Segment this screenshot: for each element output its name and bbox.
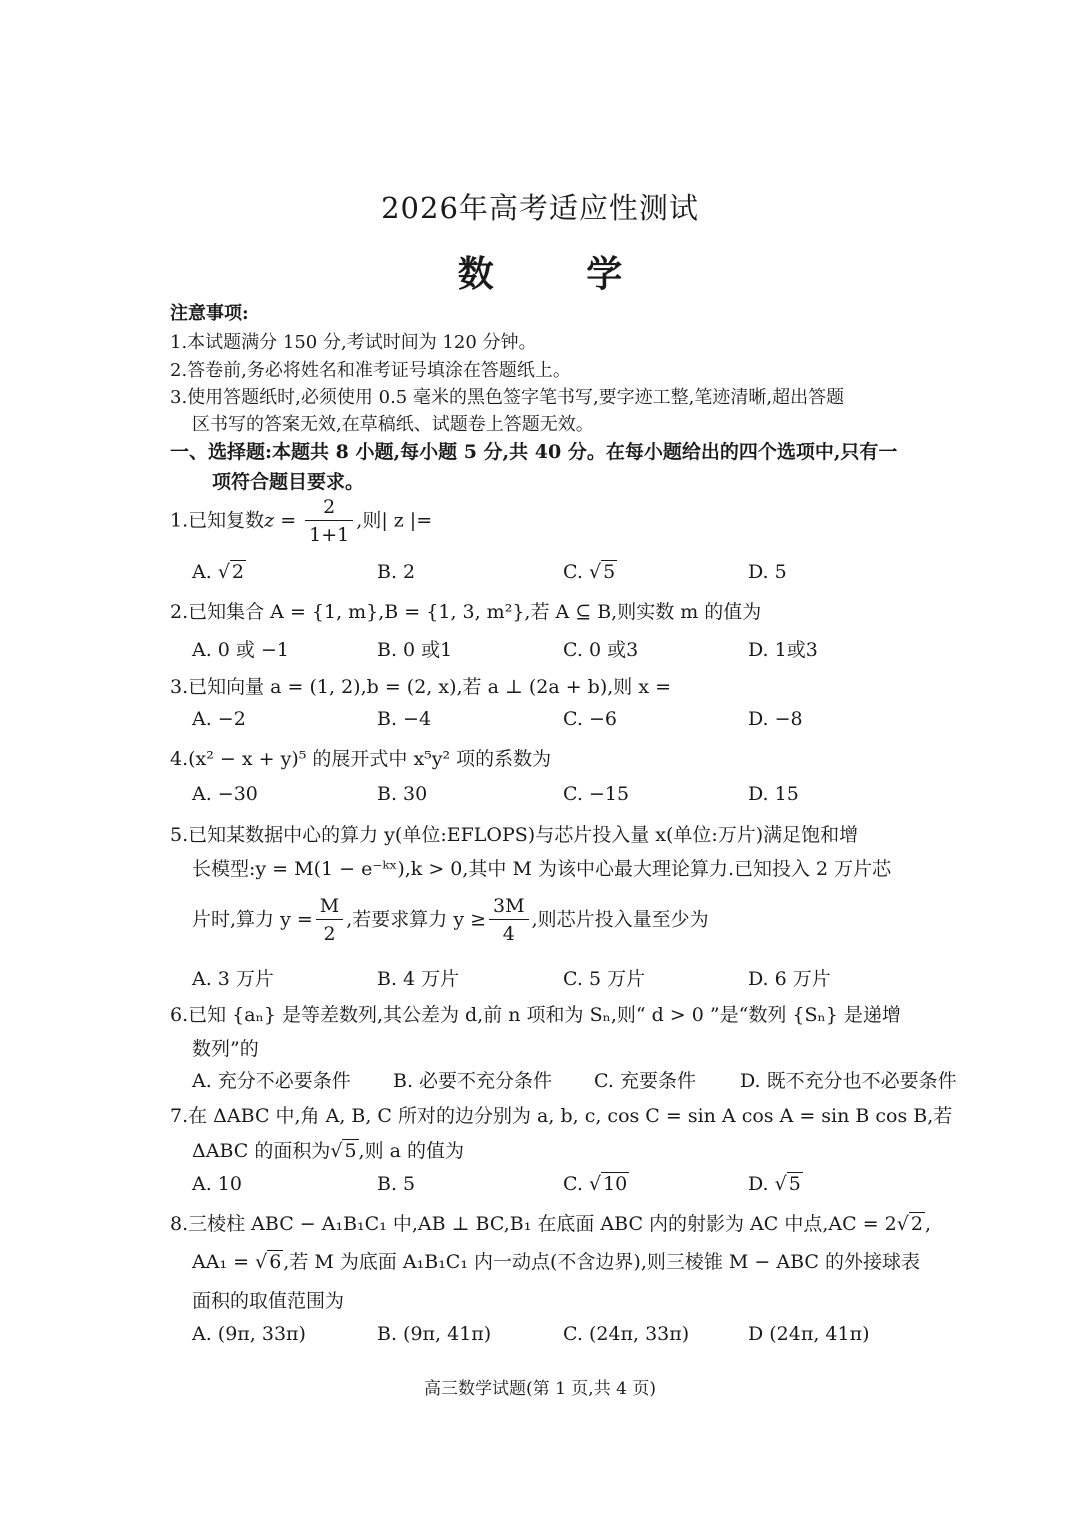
- question-5-line-3: [192, 893, 709, 948]
- question-text: 在 ΔABC 中,角 A, B, C 所对的边分别为 a, b, c, cos C = sin A cos A = sin B cos B,若: [188, 1105, 953, 1127]
- sqrt-symbol: √ 2: [896, 1213, 923, 1235]
- q2-option-c: C. 0 或3: [563, 639, 639, 661]
- question-1: [170, 494, 432, 549]
- math-var: z: [264, 509, 275, 532]
- notice-item-3: 3.使用答题纸时,必须使用 0.5 毫米的黑色签字笔书写,要字迹工整,笔迹清晰,超出答题: [170, 387, 845, 408]
- question-2: [170, 597, 761, 624]
- radicand: 2: [231, 561, 245, 583]
- q3-option-a: A. −2: [192, 708, 246, 730]
- q2-option-a: A. 0 或 −1: [192, 639, 289, 661]
- notice-item-1: 1.本试题满分 150 分,考试时间为 120 分钟。: [170, 332, 537, 353]
- question-text: 已知集合 A = {1, m},B = {1, 3, m²},若 A ⊆ B,则实数 m 的值为: [188, 601, 762, 623]
- sqrt-symbol: √ 5: [774, 1173, 801, 1195]
- fraction-denominator: 4: [502, 923, 515, 945]
- q4-option-b: B. 30: [377, 783, 428, 805]
- fraction-denominator: 2: [323, 923, 336, 945]
- question-text: ,若要求算力 y ≥: [346, 908, 487, 931]
- q2-option-b: B. 0 或1: [377, 639, 453, 661]
- question-number: 3.: [170, 676, 189, 698]
- notice-item-3-cont: 区书写的答案无效,在草稿纸、试题卷上答题无效。: [192, 414, 594, 435]
- q1-option-c: [563, 561, 617, 583]
- question-7: [170, 1101, 952, 1128]
- question-4: [170, 744, 551, 771]
- question-text: ΔABC 的面积为: [192, 1140, 331, 1162]
- question-text: AA₁ =: [192, 1251, 250, 1273]
- section-heading-cont: 项符合题目要求。: [212, 471, 365, 493]
- question-text-post: ,则| z |=: [356, 509, 433, 532]
- radicand: 5: [344, 1140, 357, 1162]
- option-label: A.: [192, 561, 212, 583]
- question-text: 已知 {aₙ} 是等差数列,其公差为 d,前 n 项和为 Sₙ,则“ d > 0 ”是“数列 {Sₙ} 是递增: [188, 1004, 901, 1026]
- section-heading: 一、选择题:本题共 8 小题,每小题 5 分,共 40 分。在每小题给出的四个选项中,只有一: [170, 441, 898, 463]
- question-8: [170, 1209, 931, 1236]
- q5-option-a: A. 3 万片: [192, 968, 274, 990]
- question-5: [170, 820, 858, 847]
- exam-title: 2026年高考适应性测试: [381, 191, 699, 225]
- q8-option-b: B. (9π, 41π): [377, 1323, 492, 1345]
- question-text: 片时,算力 y =: [192, 908, 313, 931]
- fraction: [316, 893, 343, 948]
- question-text: 已知复数: [188, 509, 265, 532]
- q6-option-c: C. 充要条件: [594, 1070, 696, 1092]
- math-eq: =: [274, 509, 303, 532]
- question-text: 已知某数据中心的算力 y(单位:EFLOPS)与芯片投入量 x(单位:万片)满足饱和增: [188, 824, 859, 846]
- question-text: ,若 M 为底面 A₁B₁C₁ 内一动点(不含边界),则三棱锥 M − ABC 的外接球表: [283, 1251, 920, 1273]
- q6-option-a: A. 充分不必要条件: [192, 1070, 351, 1092]
- question-text: (x² − x + y)⁵ 的展开式中 x⁵y² 项的系数为: [188, 748, 552, 770]
- option-label: C.: [563, 561, 583, 583]
- sqrt-symbol: √ 5: [330, 1140, 357, 1162]
- question-number: 1.: [170, 509, 189, 532]
- question-text: 已知向量 a = (1, 2),b = (2, x),若 a ⊥ (2a + b),则 x =: [188, 676, 672, 698]
- radicand: 5: [603, 561, 616, 583]
- question-6: [170, 1000, 901, 1027]
- question-number: 2.: [170, 601, 189, 623]
- fraction-denominator: 1+1: [309, 524, 350, 546]
- q2-option-d: D. 1或3: [748, 639, 818, 661]
- question-7-line-2: [192, 1136, 464, 1163]
- sqrt-symbol: √ 5: [588, 561, 616, 583]
- q8-option-c: C. (24π, 33π): [563, 1323, 690, 1345]
- fraction: [489, 893, 529, 948]
- question-8-line-3: 面积的取值范围为: [192, 1290, 345, 1312]
- q1-option-b: B. 2: [377, 561, 416, 583]
- question-number: 6.: [170, 1004, 189, 1026]
- question-3: [170, 672, 671, 699]
- option-label: D.: [748, 1173, 769, 1195]
- radicand: 5: [788, 1173, 801, 1195]
- sqrt-symbol: √ 10: [588, 1173, 628, 1195]
- fraction: [305, 494, 353, 549]
- radicand: 6: [269, 1251, 282, 1273]
- q4-option-c: C. −15: [563, 783, 630, 805]
- fraction-numerator: 2: [305, 494, 353, 521]
- fraction-numerator: 3M: [489, 893, 529, 920]
- question-text: 三棱柱 ABC − A₁B₁C₁ 中,AB ⊥ BC,B₁ 在底面 ABC 内的射影为 AC 中点,AC = 2: [188, 1213, 897, 1235]
- q8-option-d: D (24π, 41π): [748, 1323, 870, 1345]
- radicand: 10: [603, 1173, 628, 1195]
- question-text: ,则芯片投入量至少为: [531, 908, 709, 931]
- page-footer: 高三数学试题(第 1 页,共 4 页): [424, 1379, 656, 1399]
- question-text: ,: [924, 1213, 931, 1235]
- q3-option-b: B. −4: [377, 708, 432, 730]
- notice-heading: 注意事项:: [170, 303, 249, 324]
- q3-option-d: D. −8: [748, 708, 803, 730]
- q1-option-a: [192, 561, 246, 583]
- radicand: 2: [910, 1213, 923, 1235]
- q1-option-d: D. 5: [748, 561, 787, 583]
- question-8-line-2: [192, 1247, 920, 1274]
- q7-option-c: [563, 1173, 629, 1195]
- q7-option-d: [748, 1173, 803, 1195]
- q4-option-d: D. 15: [748, 783, 799, 805]
- option-label: C.: [563, 1173, 583, 1195]
- notice-item-2: 2.答卷前,务必将姓名和准考证号填涂在答题纸上。: [170, 360, 571, 381]
- subject-title: 数 学: [457, 253, 663, 295]
- question-number: 8.: [170, 1213, 189, 1235]
- question-text: ,则 a 的值为: [358, 1140, 464, 1162]
- sqrt-symbol: √ 2: [217, 561, 245, 583]
- q6-option-b: B. 必要不充分条件: [393, 1070, 553, 1092]
- q5-option-d: D. 6 万片: [748, 968, 831, 990]
- q5-option-b: B. 4 万片: [377, 968, 460, 990]
- q3-option-c: C. −6: [563, 708, 617, 730]
- fraction-numerator: M: [316, 893, 343, 920]
- question-number: 7.: [170, 1105, 189, 1127]
- q7-option-b: B. 5: [377, 1173, 416, 1195]
- question-number: 4.: [170, 748, 189, 770]
- q6-option-d: D. 既不充分也不必要条件: [740, 1070, 957, 1092]
- q4-option-a: A. −30: [192, 783, 258, 805]
- question-5-line-2: 长模型:y = M(1 − e⁻ᵏˣ),k > 0,其中 M 为该中心最大理论算力.已知投入 2 万片芯: [192, 858, 892, 880]
- q7-option-a: A. 10: [192, 1173, 242, 1195]
- q5-option-c: C. 5 万片: [563, 968, 646, 990]
- question-6-line-2: 数列”的: [192, 1038, 259, 1060]
- q8-option-a: A. (9π, 33π): [192, 1323, 306, 1345]
- sqrt-symbol: √ 6: [255, 1251, 282, 1273]
- question-number: 5.: [170, 824, 189, 846]
